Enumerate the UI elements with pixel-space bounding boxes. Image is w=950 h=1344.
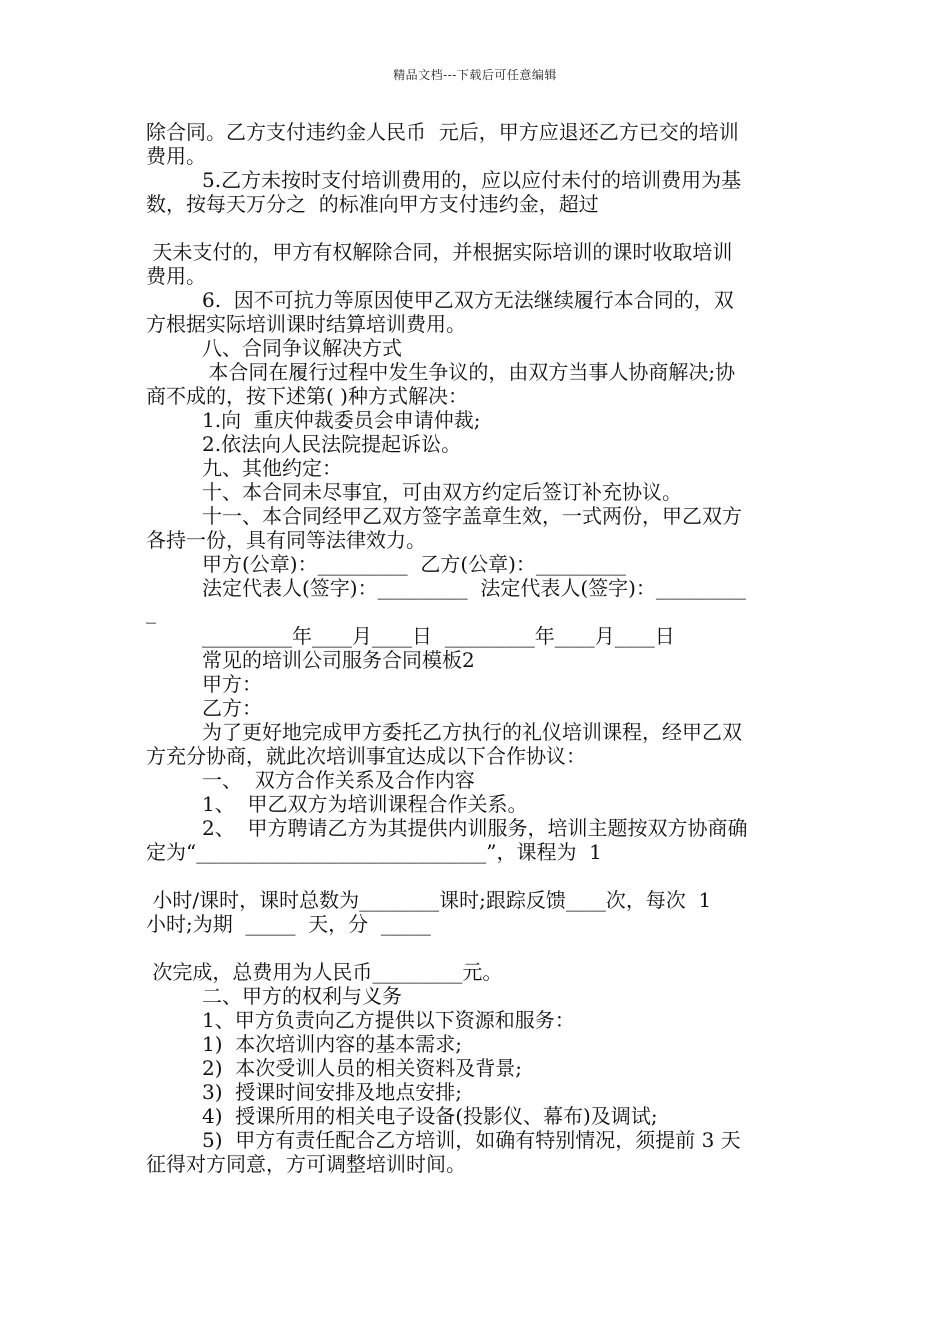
- blank-line: [146, 864, 808, 888]
- section-heading: 二、甲方的权利与义务: [202, 984, 402, 1008]
- text-line: 为了更好地完成甲方委托乙方执行的礼仪培训课程，经甲乙双: [202, 720, 742, 744]
- text-line: 除合同。乙方支付违约金人民币 元后，甲方应退还乙方已交的培训: [146, 120, 739, 144]
- text-line: 1、 甲乙双方为培训课程合作关系。: [202, 792, 528, 816]
- document-body: [146, 120, 808, 1176]
- page-header: 精品文档---下载后可任意编辑: [393, 68, 557, 82]
- text-line: 1、甲方负责向乙方提供以下资源和服务：: [202, 1008, 575, 1032]
- text-line: 次完成，总费用为人民币_________元。: [146, 960, 503, 984]
- list-item: 4) 授课所用的相关电子设备(投影仪、幕布)及调试;: [202, 1104, 658, 1128]
- text-line: 数，按每天万分之 的标准向甲方支付违约金，超过: [146, 192, 599, 216]
- party-b-label: 乙方：: [202, 696, 262, 720]
- list-item: 2) 本次受训人员的相关资料及背景;: [202, 1056, 522, 1080]
- signature-line: 法定代表人(签字)：_________ 法定代表人(签字)：_________: [202, 576, 746, 600]
- text-line: 费用。: [146, 264, 206, 288]
- text-line: 征得对方同意，方可调整培训时间。: [146, 1152, 466, 1176]
- blank-line: [146, 216, 808, 240]
- text-line: 6. 因不可抗力等原因使甲乙双方无法继续履行本合同的，双: [202, 288, 734, 312]
- blank-line: [146, 936, 808, 960]
- text-line: 各持一份，具有同等法律效力。: [146, 528, 426, 552]
- text-line: 小时/课时，课时总数为________课时;跟踪反馈____次，每次 1: [146, 888, 712, 912]
- text-line: 本合同在履行过程中发生争议的，由双方当事人协商解决;协: [202, 360, 736, 384]
- text-line: 小时;为期 _____ 天，分 _____: [146, 912, 431, 936]
- section-heading: 十一、本合同经甲乙双方签字盖章生效，一式两份，甲乙双方: [202, 504, 742, 528]
- section-heading: 一、 双方合作关系及合作内容: [202, 768, 475, 792]
- text-line: 方根据实际培训课时结算培训费用。: [146, 312, 466, 336]
- text-line: 费用。: [146, 144, 206, 168]
- text-line: 方充分协商，就此次培训事宜达成以下合作协议：: [146, 744, 586, 768]
- list-item: 3) 授课时间安排及地点安排;: [202, 1080, 462, 1104]
- section-heading: 十、本合同未尽事宜，可由双方约定后签订补充协议。: [202, 480, 682, 504]
- text-line: 商不成的，按下述第( )种方式解决：: [146, 384, 468, 408]
- date-line: _________年____月____日 _________年____月____日: [202, 624, 675, 648]
- text-line: 定为“_____________________________”，课程为 1: [146, 840, 602, 864]
- text-line: 天未支付的，甲方有权解除合同，并根据实际培训的课时收取培训: [146, 240, 733, 264]
- text-line: 2、 甲方聘请乙方为其提供内训服务，培训主题按双方协商确: [202, 816, 748, 840]
- section-heading: 九、其他约定：: [202, 456, 342, 480]
- signature-line: 甲方(公章)：_________ 乙方(公章)：_________: [202, 552, 626, 576]
- text-line: 1.向 重庆仲裁委员会申请仲裁;: [202, 408, 481, 432]
- list-item: 5) 甲方有责任配合乙方培训，如确有特别情况，须提前 3 天: [202, 1128, 741, 1152]
- party-a-label: 甲方：: [202, 672, 262, 696]
- text-line: 5.乙方未按时支付培训费用的，应以应付未付的培训费用为基: [202, 168, 742, 192]
- list-item: 1) 本次培训内容的基本需求;: [202, 1032, 462, 1056]
- document-title: 常见的培训公司服务合同模板2: [202, 648, 475, 672]
- text-line: 2.依法向人民法院提起诉讼。: [202, 432, 462, 456]
- text-line: _: [146, 600, 156, 624]
- section-heading: 八、合同争议解决方式: [202, 336, 402, 360]
